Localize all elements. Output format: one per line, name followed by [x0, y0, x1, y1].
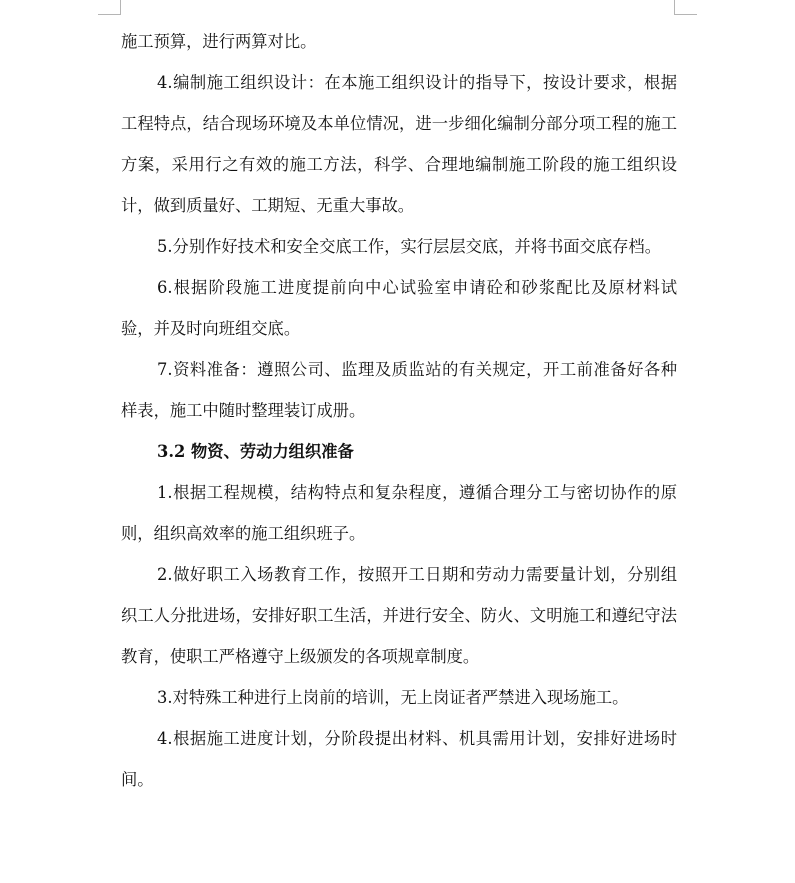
paragraph-continuation: 施工预算，进行两算对比。	[121, 32, 317, 51]
section-paragraph-2: 2.做好职工入场教育工作，按照开工日期和劳动力需要量计划，分别组织工人分批进场，安排好职工生活，并进行安全、防火、文明施工和遵纪守法教育，使职工严格遵守上级颁发的各项规章制度。	[121, 565, 677, 666]
paragraph-item-5: 5.分别作好技术和安全交底工作，实行层层交底，并将书面交底存档。	[157, 237, 661, 256]
top-left-margin-mark	[98, 0, 121, 15]
paragraph-item-7: 7.资料准备：遵照公司、监理及质监站的有关规定，开工前准备好各种样表，施工中随时整理装订成册。	[121, 360, 677, 420]
document-body	[121, 21, 677, 800]
top-right-margin-mark	[674, 0, 697, 15]
paragraph-item-4: 4.编制施工组织设计：在本施工组织设计的指导下，按设计要求，根据工程特点，结合现场环境及本单位情况，进一步细化编制分部分项工程的施工方案，采用行之有效的施工方法，科学、合理地编制施工阶段的施工组织设计，做到质量好、工期短、无重大事故。	[121, 73, 677, 215]
section-paragraph-3: 3.对特殊工种进行上岗前的培训，无上岗证者严禁进入现场施工。	[157, 688, 629, 707]
section-paragraph-1: 1.根据工程规模，结构特点和复杂程度，遵循合理分工与密切协作的原则，组织高效率的施工组织班子。	[121, 483, 677, 543]
section-paragraph-4: 4.根据施工进度计划，分阶段提出材料、机具需用计划，安排好进场时间。	[121, 729, 677, 789]
section-heading: 3.2 物资、劳动力组织准备	[157, 442, 354, 461]
paragraph-item-6: 6.根据阶段施工进度提前向中心试验室申请砼和砂浆配比及原材料试验，并及时向班组交底。	[121, 278, 677, 338]
